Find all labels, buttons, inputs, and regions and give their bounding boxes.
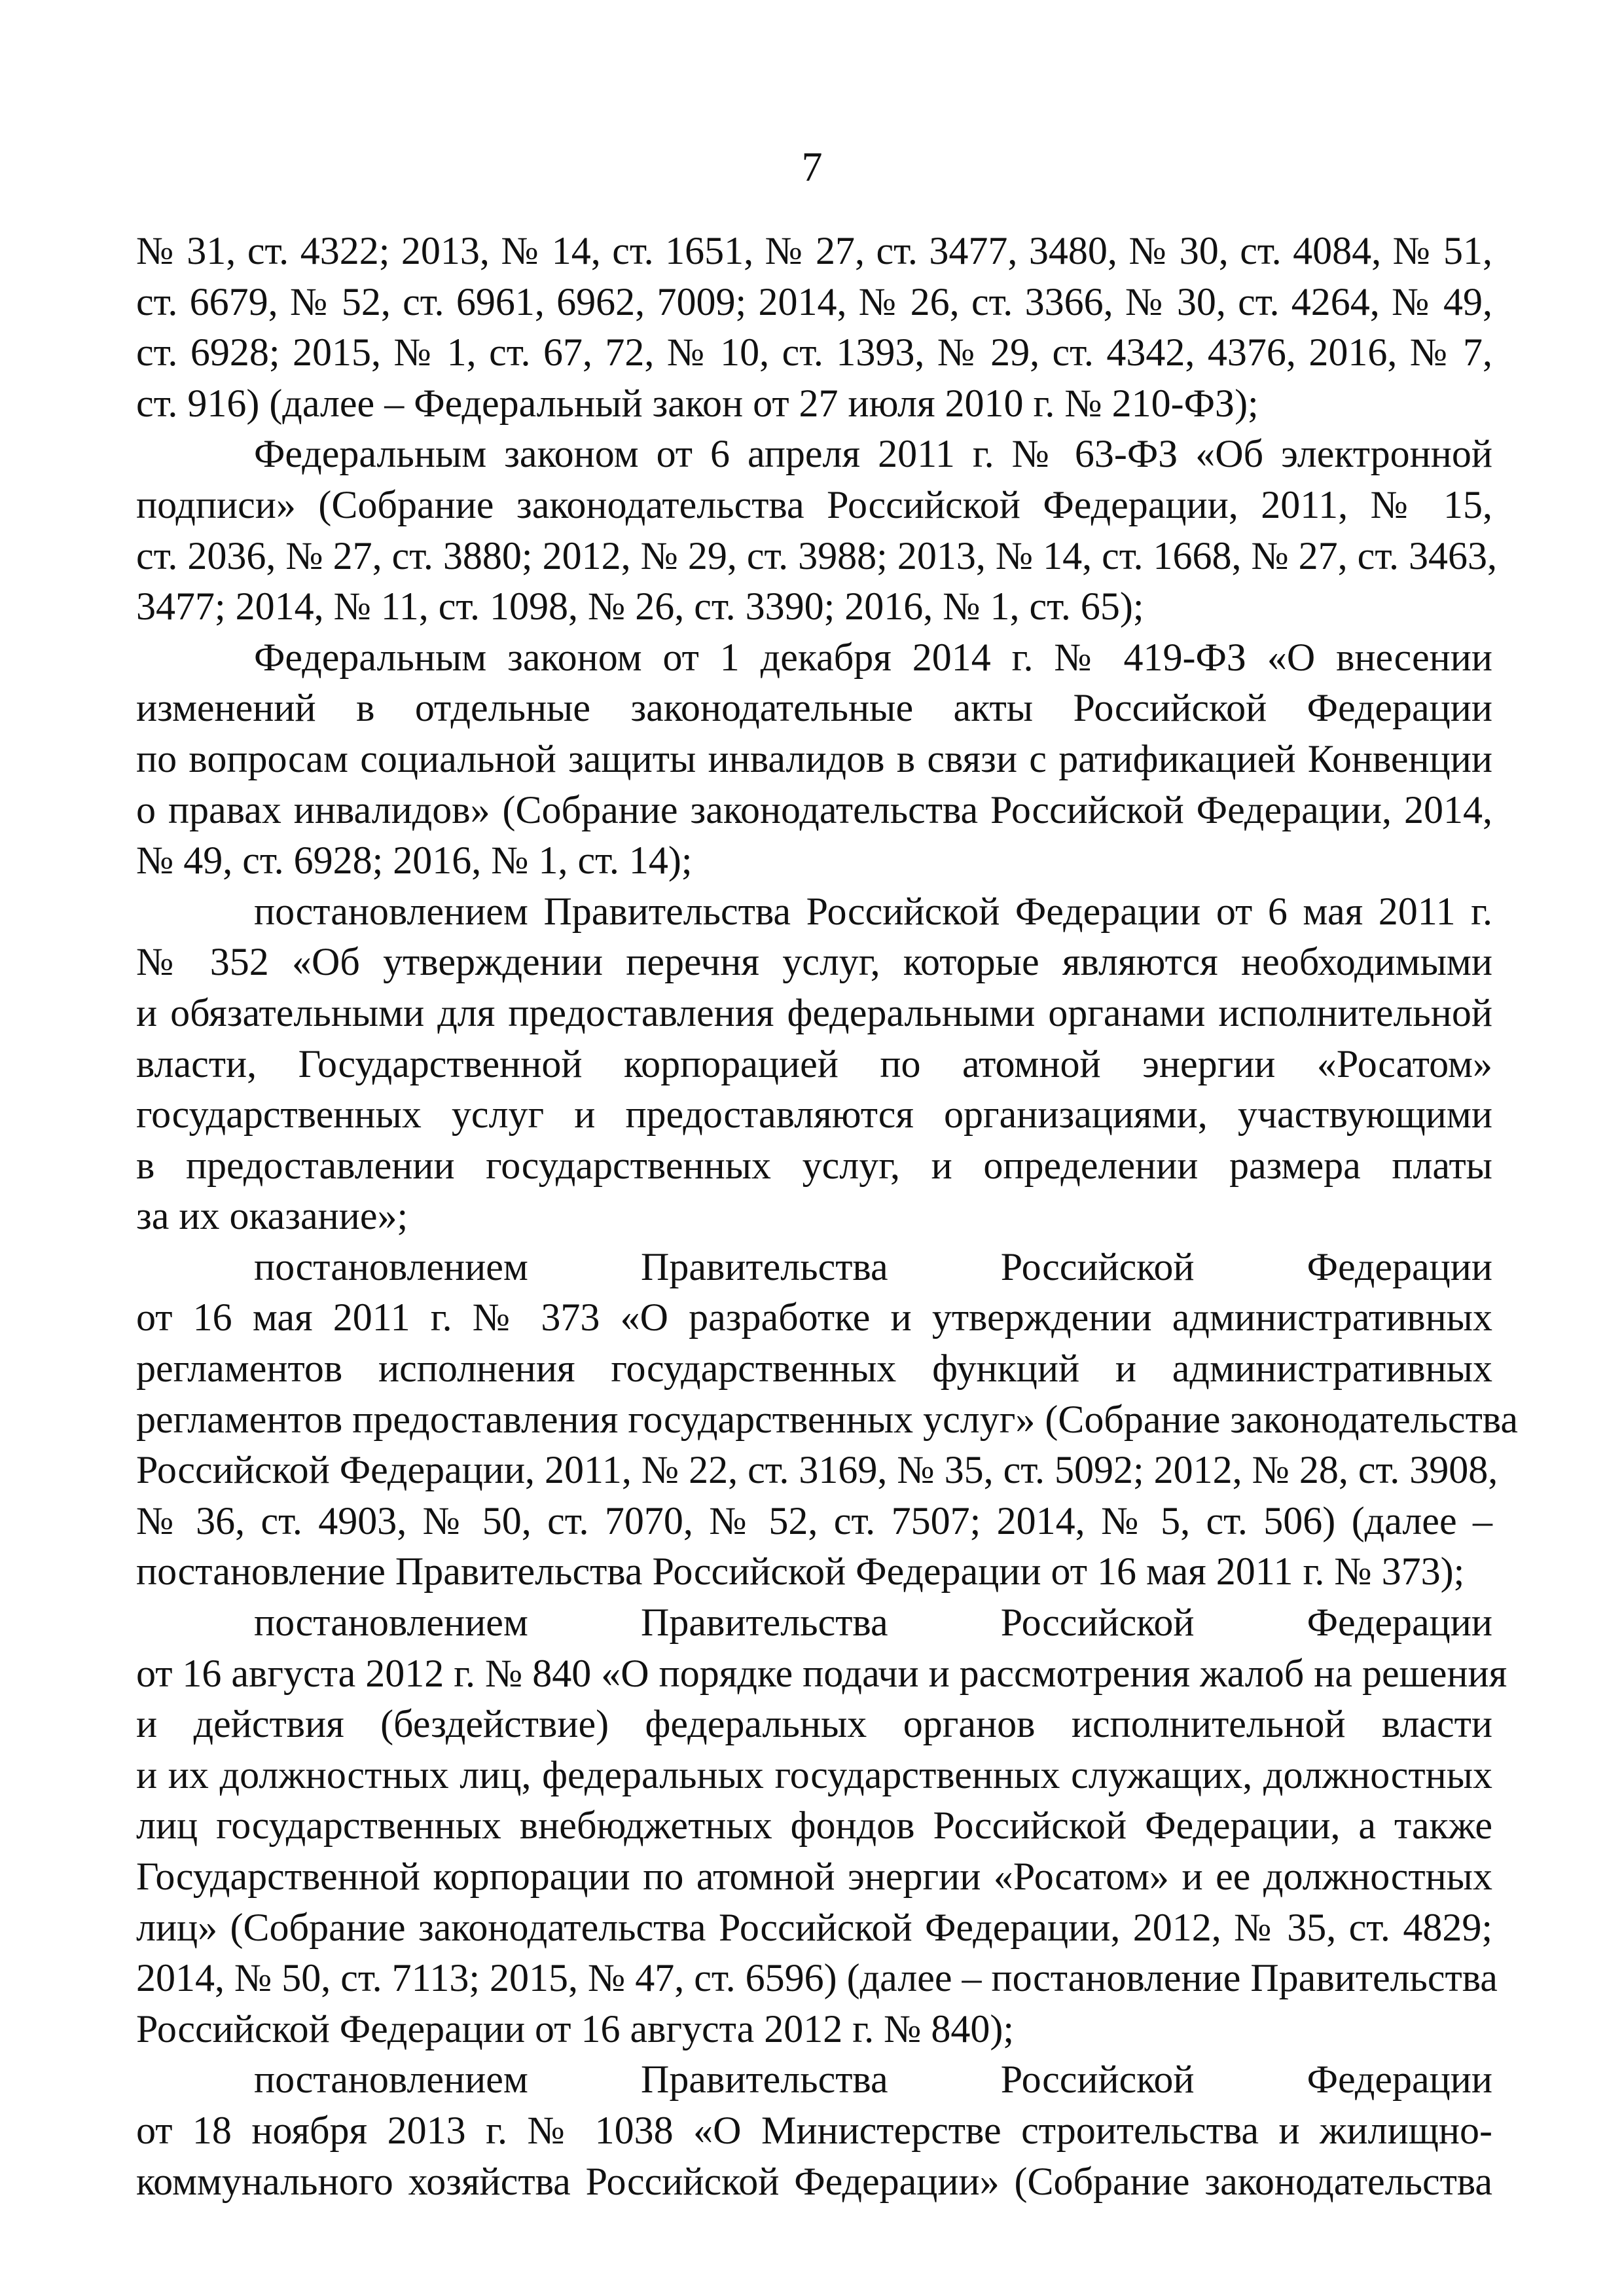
text-line: и действия (бездействие) федеральных органов исполнительной власти [136,1702,1492,1746]
paragraph-law-210-fz-continuation [136,226,1492,429]
text-line: и обязательными для предоставления федеральными органами исполнительной [136,991,1492,1034]
text-line: постановлением Правительства Российской Федерации [254,2058,1492,2102]
text-line: № 352 «Об утверждении перечня услуг, которые являются необходимыми [136,940,1492,984]
text-line: от 16 августа 2012 г. № 840 «О порядке подачи и рассмотрения жалоб на решения [136,1651,1507,1695]
paragraph-resolution-373 [136,1242,1518,1597]
text-line: коммунального хозяйства Российской Федерации» (Собрание законодательства [136,2159,1492,2203]
text-line: ст. 6679, № 52, ст. 6961, 6962, 7009; 2014, № 26, ст. 3366, № 30, ст. 4264, № 49, [136,280,1492,323]
text-line: от 18 ноября 2013 г. № 1038 «О Министерстве строительства и жилищно- [136,2108,1492,2152]
paragraph-law-419-fz [136,632,1492,886]
text-line: в предоставлении государственных услуг, и определении размера платы [136,1143,1492,1187]
text-line: регламентов предоставления государственных услуг» (Собрание законодательства [136,1397,1518,1441]
text-line: за их оказание»; [136,1194,408,1238]
text-line: Российской Федерации от 16 августа 2012 г. № 840); [136,2007,1015,2050]
text-line: власти, Государственной корпорацией по атомной энергии «Росатом» [136,1042,1492,1085]
document-body [136,226,1518,2207]
paragraph-resolution-352 [136,886,1492,1242]
paragraph-resolution-1038 [136,2054,1492,2207]
text-line: № 36, ст. 4903, № 50, ст. 7070, № 52, ст. 7507; 2014, № 5, ст. 506) (далее – [136,1499,1492,1542]
text-line: лиц государственных внебюджетных фондов Российской Федерации, а также [136,1804,1492,1848]
text-line: 3477; 2014, № 11, ст. 1098, № 26, ст. 3390; 2016, № 1, ст. 65); [136,585,1144,629]
paragraph-resolution-840 [136,1597,1507,2054]
text-line: ст. 6928; 2015, № 1, ст. 67, 72, № 10, ст. 1393, № 29, ст. 4342, 4376, 2016, № 7, [136,331,1492,374]
text-line: государственных услуг и предоставляются организациями, участвующими [136,1093,1492,1137]
paragraph-law-63-fz [136,429,1498,632]
text-line: и их должностных лиц, федеральных государственных служащих, должностных [136,1753,1492,1796]
text-line: изменений в отдельные законодательные акты Российской Федерации [136,686,1492,730]
text-line: постановление Правительства Российской Федерации от 16 мая 2011 г. № 373); [136,1550,1465,1594]
text-line: от 16 мая 2011 г. № 373 «О разработке и утверждении административных [136,1296,1492,1339]
text-line: о правах инвалидов» (Собрание законодательства Российской Федерации, 2014, [136,788,1492,831]
text-line: постановлением Правительства Российской Федерации от 6 мая 2011 г. [254,889,1492,933]
text-line: № 49, ст. 6928; 2016, № 1, ст. 14); [136,839,693,883]
text-line: лиц» (Собрание законодательства Российской Федерации, 2012, № 35, ст. 4829; [136,1905,1492,1949]
text-line: постановлением Правительства Российской Федерации [254,1601,1492,1645]
text-line: подписи» (Собрание законодательства Российской Федерации, 2011, № 15, [136,483,1492,526]
text-line: № 31, ст. 4322; 2013, № 14, ст. 1651, № 27, ст. 3477, 3480, № 30, ст. 4084, № 51, [136,229,1492,272]
text-line: Федеральным законом от 1 декабря 2014 г. № 419-ФЗ «О внесении [254,635,1492,679]
text-line: по вопросам социальной защиты инвалидов в связи с ратификацией Конвенции [136,737,1492,780]
text-line: ст. 2036, № 27, ст. 3880; 2012, № 29, ст. 3988; 2013, № 14, ст. 1668, № 27, ст. 3463, [136,534,1498,577]
text-line: Федеральным законом от 6 апреля 2011 г. № 63-ФЗ «Об электронной [254,432,1492,476]
text-line: регламентов исполнения государственных функций и административных [136,1347,1492,1391]
page-number: 7 [801,143,823,190]
text-line: 2014, № 50, ст. 7113; 2015, № 47, ст. 6596) (далее – постановление Правительства [136,1956,1498,2000]
text-line: постановлением Правительства Российской Федерации [254,1245,1492,1288]
text-line: Российской Федерации, 2011, № 22, ст. 3169, № 35, ст. 5092; 2012, № 28, ст. 3908, [136,1448,1498,1492]
text-line: ст. 916) (далее – Федеральный закон от 27 июля 2010 г. № 210-ФЗ); [136,381,1259,425]
text-line: Государственной корпорации по атомной энергии «Росатом» и ее должностных [136,1855,1492,1898]
